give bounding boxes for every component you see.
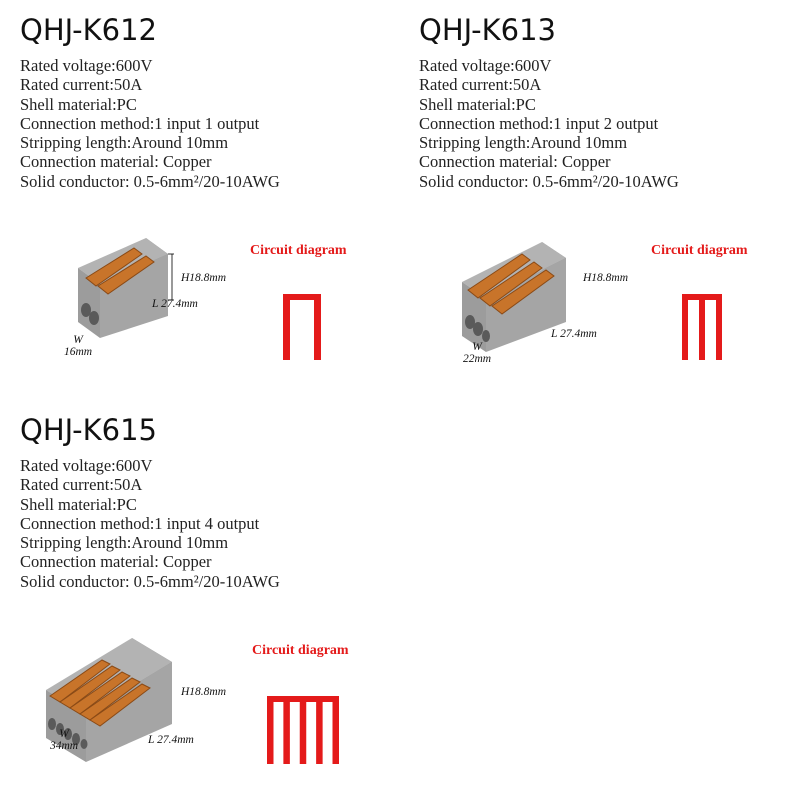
width-label: W: [59, 728, 69, 740]
circuit-prong: [333, 696, 340, 764]
circuit-prong: [699, 294, 705, 360]
height-dimension: H18.8mm: [181, 686, 227, 698]
spec-shell: Shell material:PC: [20, 94, 137, 114]
spec-current: Rated current:50A: [20, 475, 143, 495]
spec-shell: Shell material:PC: [20, 494, 137, 514]
width-dimension: [50, 728, 78, 752]
circuit-prong: [283, 696, 290, 764]
spec-solid-conductor: Solid conductor: 0.5-6mm²/20-10AWG: [20, 571, 280, 591]
width-value: 16mm: [64, 346, 93, 358]
connector-image: [64, 230, 194, 340]
width-dimension: [64, 334, 92, 358]
model-title: QHJ-K613: [419, 13, 556, 47]
spec-connection-method: Connection method:1 input 2 output: [419, 113, 659, 133]
spec-voltage: Rated voltage:600V: [419, 56, 552, 75]
width-dimension: [463, 341, 491, 365]
circuit-diagram-label: Circuit diagram: [252, 643, 349, 658]
model-title: QHJ-K615: [20, 413, 157, 447]
width-label: W: [73, 334, 83, 346]
circuit-diagram: [267, 696, 339, 764]
spec-connection-method: Connection method:1 input 4 output: [20, 513, 260, 533]
spec-current: Rated current:50A: [419, 75, 542, 95]
circuit-diagram-label: Circuit diagram: [250, 243, 347, 258]
spec-stripping: Stripping length:Around 10mm: [20, 133, 229, 153]
length-dimension: L 27.4mm: [152, 298, 198, 310]
spec-material: Connection material: Copper: [20, 552, 212, 572]
spec-stripping: Stripping length:Around 10mm: [419, 133, 628, 153]
width-label: W: [472, 341, 482, 353]
length-dimension: L 27.4mm: [148, 734, 194, 746]
model-title: QHJ-K612: [20, 13, 157, 47]
circuit-prong: [314, 294, 321, 360]
spec-solid-conductor: Solid conductor: 0.5-6mm²/20-10AWG: [20, 171, 280, 191]
spec-solid-conductor: Solid conductor: 0.5-6mm²/20-10AWG: [419, 171, 679, 191]
spec-voltage: Rated voltage:600V: [20, 456, 153, 475]
circuit-prong: [316, 696, 323, 764]
width-value: 34mm: [50, 740, 79, 752]
spec-current: Rated current:50A: [20, 75, 143, 95]
circuit-prong: [300, 696, 307, 764]
spec-material: Connection material: Copper: [419, 152, 611, 172]
spec-list: [20, 456, 280, 591]
spec-list: [419, 56, 679, 191]
spec-material: Connection material: Copper: [20, 152, 212, 172]
circuit-prong: [283, 294, 290, 360]
circuit-prong: [682, 294, 688, 360]
circuit-diagram: [283, 294, 321, 360]
spec-stripping: Stripping length:Around 10mm: [20, 533, 229, 553]
width-value: 22mm: [463, 353, 492, 365]
spec-list: [20, 56, 280, 191]
height-dimension: H18.8mm: [181, 272, 227, 284]
length-dimension: L 27.4mm: [551, 328, 597, 340]
circuit-prong: [267, 696, 274, 764]
height-dimension: H18.8mm: [583, 272, 629, 284]
spec-shell: Shell material:PC: [419, 94, 536, 114]
circuit-diagram: [682, 294, 722, 360]
spec-voltage: Rated voltage:600V: [20, 56, 153, 75]
circuit-prong: [716, 294, 722, 360]
circuit-diagram-label: Circuit diagram: [651, 243, 748, 258]
spec-connection-method: Connection method:1 input 1 output: [20, 113, 260, 133]
